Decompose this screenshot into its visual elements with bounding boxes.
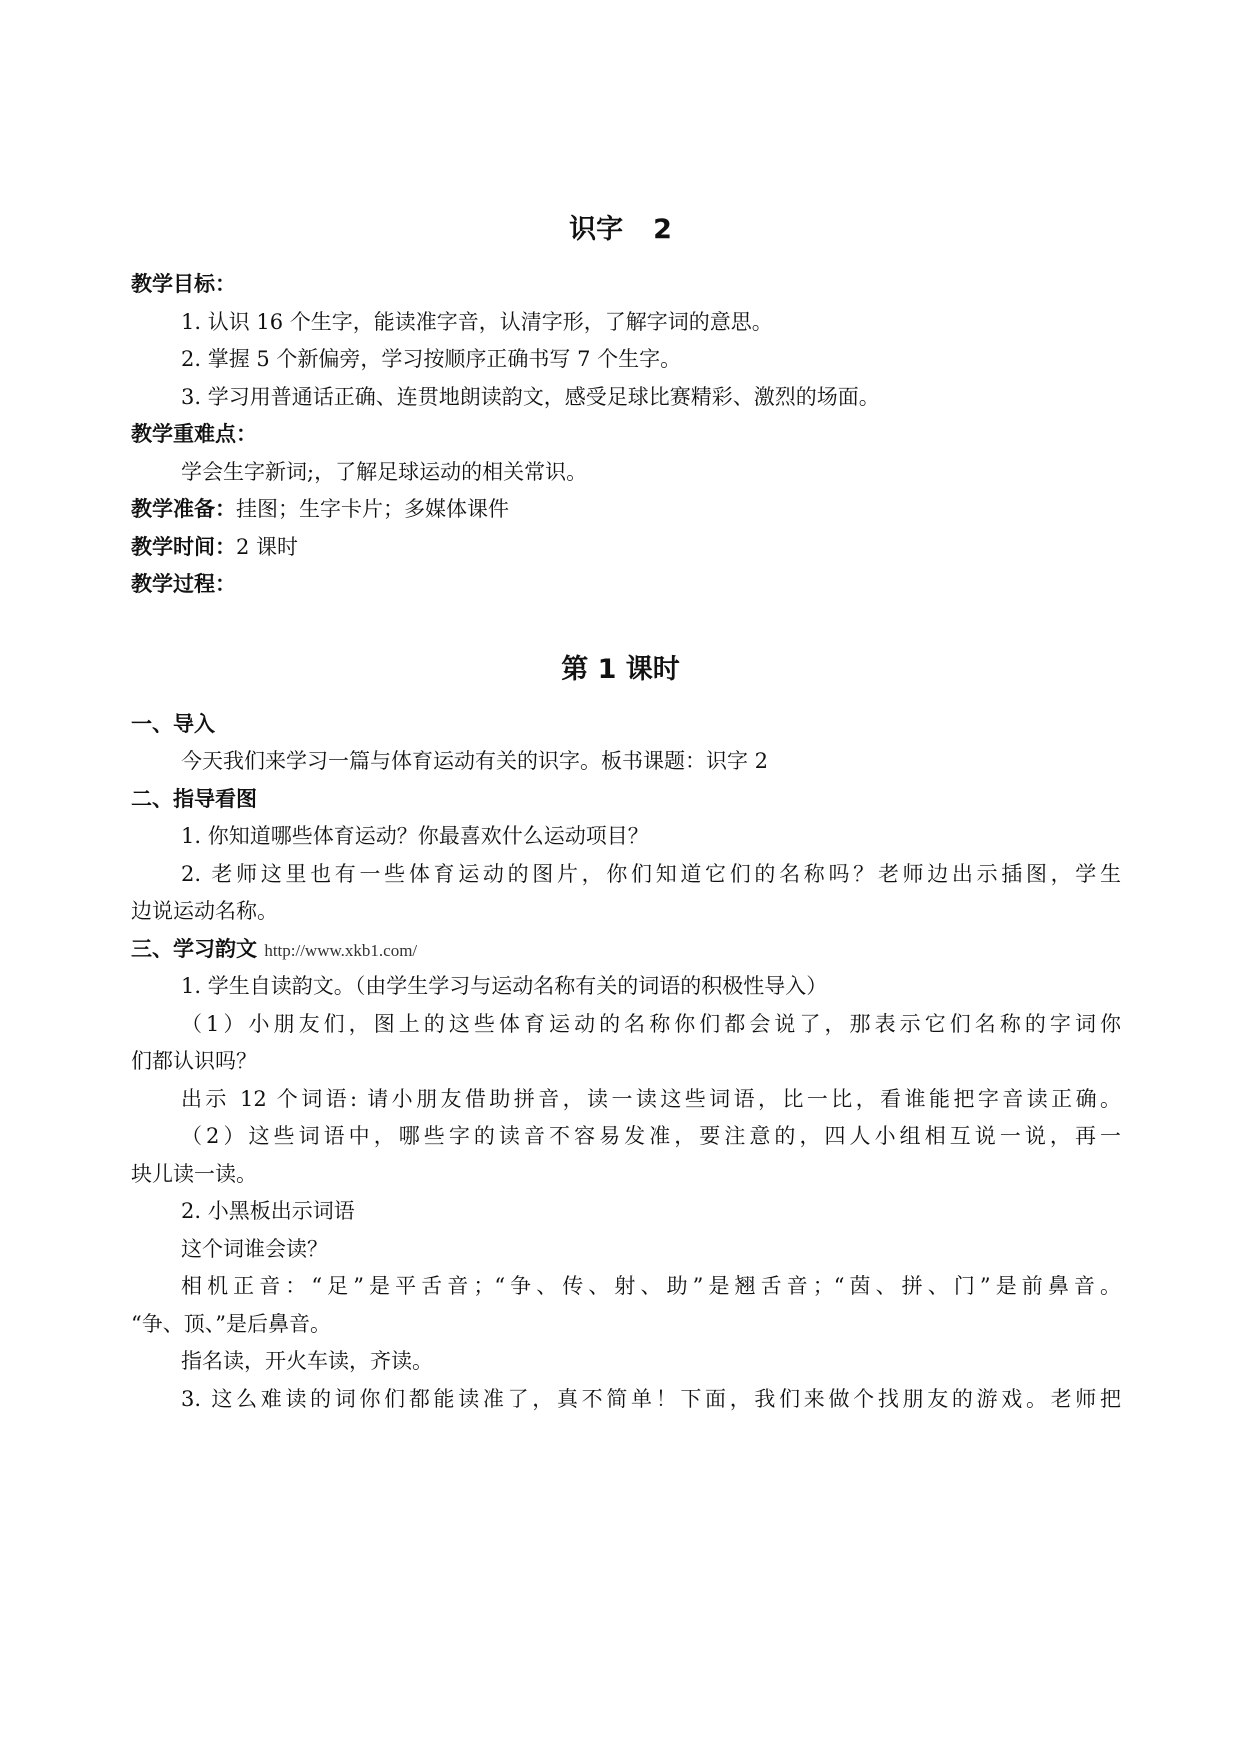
section-heading: 二、指导看图 xyxy=(131,787,257,811)
objective-item: 3. 学习用普通话正确、连贯地朗读韵文，感受足球比赛精彩、激烈的场面。 xyxy=(181,385,880,409)
key-points-label: 教学重难点： xyxy=(131,422,257,446)
section-line: 1. 学生自读韵文。（由学生学习与运动名称有关的词语的积极性导入） xyxy=(181,974,828,998)
title-number: 2 xyxy=(653,214,672,245)
section-heading: 三、学习韵文 xyxy=(131,937,257,961)
url-link[interactable]: http://www.xkb1.com/ xyxy=(264,941,418,960)
section-line: 块儿读一读。 xyxy=(131,1162,257,1186)
section-line: 2. 老师这里也有一些体育运动的图片，你们知道它们的名称吗？老师边出示插图，学生 xyxy=(181,862,1121,886)
section-line: 3. 这么难读的词你们都能读准了，真不简单！下面，我们来做个找朋友的游戏。老师把 xyxy=(181,1387,1121,1411)
section-line: （2）这些词语中，哪些字的读音不容易发准，要注意的，四人小组相互说一说，再一 xyxy=(181,1124,1121,1148)
objectives-label: 教学目标： xyxy=(131,272,236,296)
preparation-label: 教学准备： xyxy=(131,497,236,521)
section-heading-row xyxy=(131,934,1121,966)
section-line: 这个词谁会读？ xyxy=(181,1237,328,1261)
section-line: 2. 小黑板出示词语 xyxy=(181,1199,355,1223)
section-line: 今天我们来学习一篇与体育运动有关的识字。板书课题：识字 2 xyxy=(181,749,769,773)
section-line: 出示 12 个词语: 请小朋友借助拼音，读一读这些词语，比一比，看谁能把字音读正确。 xyxy=(181,1087,1121,1111)
duration-label: 教学时间： xyxy=(131,535,236,559)
section-line: 1. 你知道哪些体育运动？你最喜欢什么运动项目？ xyxy=(181,824,649,848)
objective-item: 1. 认识 16 个生字，能读准字音，认清字形，了解字词的意思。 xyxy=(181,310,773,334)
section-line: 指名读，开火车读，齐读。 xyxy=(181,1349,433,1373)
section-line: （1）小朋友们，图上的这些体育运动的名称你们都会说了，那表示它们名称的字词你 xyxy=(181,1012,1121,1036)
title-main: 识字 xyxy=(569,214,624,245)
section-line: 们都认识吗？ xyxy=(131,1049,257,1073)
section-heading: 一、导入 xyxy=(131,712,215,736)
lesson-title: 第 1 课时 xyxy=(561,654,680,685)
key-points-text: 学会生字新词;，了解足球运动的相关常识。 xyxy=(181,460,588,484)
duration-text: 2 课时 xyxy=(236,535,299,559)
section-line: 边说运动名称。 xyxy=(131,899,278,923)
objective-item: 2. 掌握 5 个新偏旁，学习按顺序正确书写 7 个生字。 xyxy=(181,347,682,371)
preparation-row xyxy=(131,494,1121,524)
duration-row xyxy=(131,532,1121,562)
section-line: “争、顶、”是后鼻音。 xyxy=(131,1312,331,1336)
preparation-text: 挂图；生字卡片；多媒体课件 xyxy=(236,497,509,521)
section-line: 相机正音：“足”是平舌音；“争、传、射、助”是翘舌音；“茵、拼、门”是前鼻音。 xyxy=(181,1274,1121,1298)
document-title xyxy=(0,213,1241,247)
process-label: 教学过程： xyxy=(131,572,236,596)
